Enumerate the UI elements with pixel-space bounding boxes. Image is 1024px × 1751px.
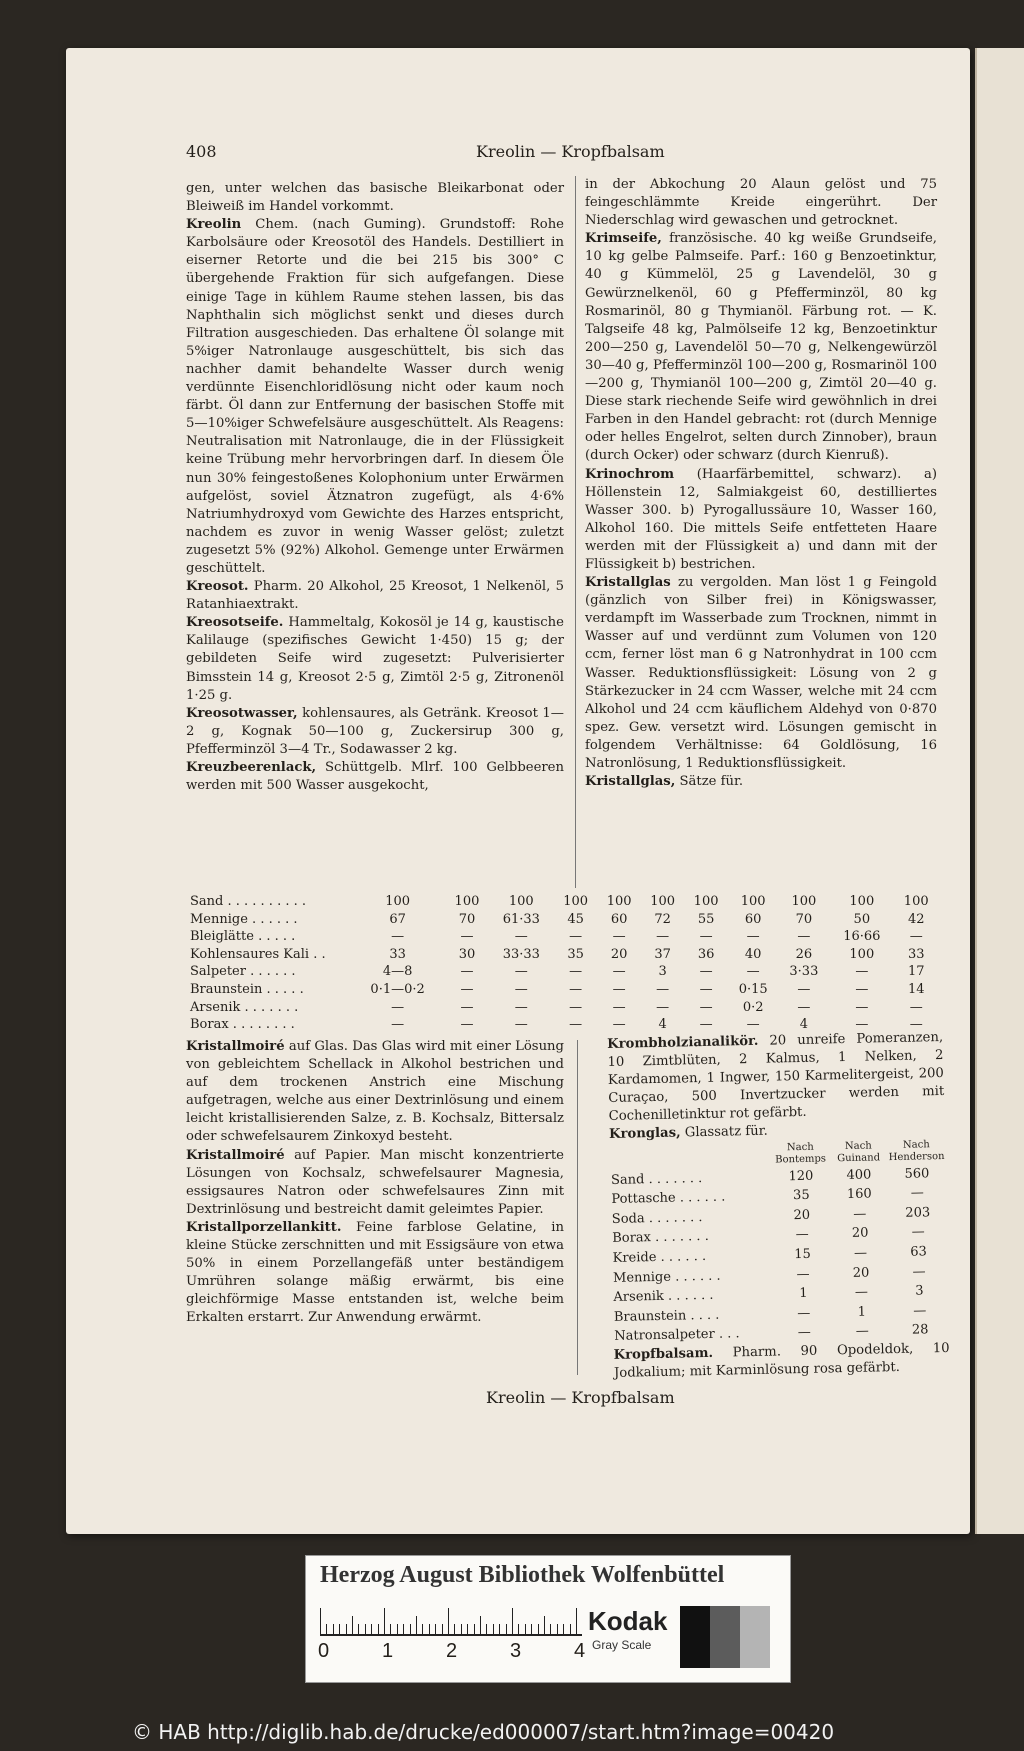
table-cell: 100 — [849, 946, 875, 962]
entry-text: Hammeltalg, Kokosöl je 14 g, kaustische Kalilauge (spezifisches Gewicht 1·450) 15 g; der gebildeten Seife wird zugesetzt: Pulverisierter Bimsstein 14 g, Kreosot 2·5 g, Zimtöl 2·5 g, Zitronenöl 1·25 g. — [186, 615, 564, 703]
entry-keyword: Kropfbalsam. — [613, 1345, 714, 1363]
table-cell: 4 — [799, 1017, 809, 1033]
entry-keyword: Kronglas, — [608, 1125, 681, 1143]
table-cell: — — [911, 1224, 925, 1241]
table-cell: — — [913, 1303, 927, 1319]
ruler-tick — [365, 1624, 366, 1634]
entry-kreosotseife — [186, 614, 564, 704]
ruler-tick — [467, 1624, 468, 1634]
ruler-tick — [454, 1624, 455, 1634]
ruler-tick — [390, 1624, 391, 1634]
lower-right-column — [607, 1029, 950, 1383]
table-cell: 16·66 — [843, 929, 881, 945]
ruler-tick — [346, 1624, 347, 1634]
table-cell: 70 — [458, 911, 476, 927]
entry-kreosot — [186, 578, 564, 614]
table-cell: 50 — [853, 911, 871, 927]
table-cell: — — [514, 964, 528, 980]
table-cell: — — [797, 981, 811, 997]
entry-keyword: Kristallglas — [585, 575, 671, 591]
ruler-tick — [352, 1616, 353, 1634]
row-label: Borax . . . . . . . — [612, 1229, 709, 1247]
table-row — [190, 963, 938, 981]
table-cell: — — [656, 999, 670, 1015]
entry-kreuzbeerenlack — [186, 759, 564, 795]
column-header: Nach Henderson — [888, 1138, 945, 1163]
table-cell: — — [699, 981, 713, 997]
table-row — [190, 946, 938, 964]
table-cell: — — [569, 981, 583, 997]
table-cell: — — [797, 1325, 811, 1341]
ruler-tick — [544, 1616, 545, 1634]
table-cell: 100 — [849, 894, 875, 909]
table-cell: — — [612, 981, 626, 997]
kronglas-table — [609, 1138, 949, 1347]
ruler-tick — [442, 1624, 443, 1634]
table-row — [190, 893, 938, 911]
row-label: Natronsalpeter . . . — [614, 1326, 740, 1345]
table-cell: 37 — [654, 946, 671, 962]
ruler-tick — [410, 1624, 411, 1634]
row-label: Arsenik . . . . . . — [613, 1287, 714, 1306]
table-cell: — — [797, 929, 811, 945]
entry-krimseife — [585, 230, 937, 465]
table-cell: 4—8 — [382, 964, 413, 980]
ruler-tick — [531, 1624, 532, 1634]
ruler-tick — [493, 1624, 494, 1634]
library-name: Herzog August Bibliothek Wolfenbüttel — [320, 1562, 725, 1588]
ruler-tick — [518, 1624, 519, 1634]
table-cell: — — [460, 929, 474, 945]
entry-text: Chem. (nach Guming). Grundstoff: Rohe Karbolsäure oder Kreosotöl des Handels. Destilliert in eiserner Retorte und die bei 215 bis 300° C übergehende Fraktion für sich aufgefangen. Diese einige Tage in kühlem Raume stehen lassen, bis das Naphthalin sich möglichst senkt und dieses durch Filtration ausgeschieden. Das erhaltene Öl solange mit 5%iger Natronlauge ausgeschüttelt, bis sich das nachher damit behandelte Wasser durch wenig verdünnte Eisenchloridlösung nicht oder kaum noch färbt. Öl dann zur Entfernung der basischen Stoffe mit 5—10%iger Schwefelsäure ausgeschüttelt. Als Reagens: Neutralisation mit Natronlauge, die in der Flüssigkeit keine Trübung mehr hervorbringen darf. In diesem Öle nun 30% feingestoßenes Kolophonium unter Erwärmen aufgelöst, soviel Ätznatron zugefügt, als 4·6% Natriumhydroxyd vom Gewichte des Harzes entspricht, nachdem es zuvor in wenig Wasser gelöst; zuletzt zugesetzt 5% (92%) Alkohol. Gemenge unter Erwärmen geschüttelt. — [186, 217, 564, 576]
row-label: Arsenik . . . . . . . — [190, 999, 299, 1015]
entry-keyword: Kristallporzellankitt. — [186, 1219, 342, 1235]
entry-keyword: Kristallmoiré — [186, 1039, 285, 1054]
ruler-tick — [576, 1608, 577, 1634]
table-cell: 100 — [454, 894, 480, 909]
ruler-tick — [403, 1624, 404, 1634]
entry-kropfbalsam — [614, 1340, 951, 1383]
table-cell: — — [909, 1017, 923, 1033]
column-rule-upper — [575, 176, 576, 888]
left-column — [186, 180, 564, 795]
table-cell: — — [855, 981, 869, 997]
table-cell: 100 — [693, 894, 719, 909]
table-cell: — — [699, 964, 713, 980]
entry-keyword: Krinochrom — [585, 466, 675, 482]
table-cell: — — [514, 981, 528, 997]
ruler-tick — [525, 1624, 526, 1634]
entry-text: 20 unreife Pomeranzen, 10 Zimtblüten, 2 Kalmus, 1 Nelken, 2 Kardamomen, 1 Ingwer, 150 Karmelitergeist, 200 Curaçao, 500 Invertzucker werden mit Cochenilletinktur rot gefärbt. — [607, 1029, 945, 1125]
entry-kreosotwasser — [186, 705, 564, 759]
table-cell: — — [656, 981, 670, 997]
row-label: Sand . . . . . . . — [610, 1170, 703, 1188]
ruler-tick — [358, 1624, 359, 1634]
entry-krinochrom — [585, 466, 937, 575]
kodak-logo: Kodak — [588, 1606, 668, 1636]
ruler-tick — [461, 1624, 462, 1634]
table-cell: 4 — [658, 1017, 667, 1033]
entry-keyword: Kreuzbeerenlack, — [186, 760, 317, 775]
ruler-tick — [570, 1624, 571, 1634]
table-cell: 20 — [851, 1225, 869, 1242]
entry-text: auf Papier. Man mischt konzentrierte Lösungen von Kochsalz, schwefelsaurer Magnesia, essigsaures Natron oder schwefelsaures Zinn mit Dextrinlösung und bestreicht damit geleimtes Papier. — [186, 1147, 564, 1217]
lower-left-column — [186, 1038, 564, 1328]
table-cell: — — [612, 999, 626, 1015]
table-row — [190, 928, 938, 946]
table-cell: 70 — [795, 911, 813, 927]
right-column — [585, 176, 937, 791]
table-cell: — — [460, 999, 474, 1015]
table-cell: 20 — [852, 1265, 870, 1281]
table-row — [190, 999, 938, 1017]
row-label: Borax . . . . . . . . — [190, 1017, 295, 1033]
ruler-tick — [563, 1624, 564, 1634]
page-number: 408 — [186, 142, 217, 161]
ruler-tick — [371, 1624, 372, 1634]
ruler-tick — [339, 1624, 340, 1634]
table-cell: 3·33 — [789, 964, 819, 980]
entry-text: Pharm. 20 Alkohol, 25 Kreosot, 1 Nelkenöl, 5 Ratanhiaextrakt. — [186, 579, 564, 613]
entry-keyword: Kreosotseife. — [186, 615, 284, 631]
table-cell: 203 — [905, 1205, 931, 1221]
ruler-tick — [480, 1616, 481, 1634]
table-cell: — — [746, 929, 760, 945]
table-cell: — — [909, 929, 923, 945]
table-cell: 33·33 — [502, 946, 540, 962]
table-cell: 36 — [697, 946, 715, 962]
entry-kreolin — [186, 216, 564, 578]
table-cell: — — [855, 1323, 869, 1340]
table-cell: 100 — [650, 894, 676, 909]
table-cell: — — [855, 999, 869, 1015]
ruler-tick — [333, 1624, 334, 1634]
ruler-number: 0 — [318, 1640, 330, 1662]
table-cell: — — [910, 1185, 925, 1201]
table-cell: — — [391, 1017, 405, 1033]
header-blank — [609, 1141, 772, 1170]
gray-swatch-light — [740, 1606, 770, 1668]
ruler-tick — [474, 1624, 475, 1634]
row-label: Soda . . . . . . . — [611, 1209, 703, 1227]
ruler-tick — [429, 1624, 430, 1634]
ruler-tick — [435, 1624, 436, 1634]
table-cell: 60 — [610, 911, 628, 927]
entry-text: Sätze für. — [679, 774, 744, 790]
table-cell: 33 — [907, 946, 925, 962]
table-cell: — — [460, 964, 474, 980]
table-cell: 28 — [911, 1322, 929, 1338]
paragraph: in der Abkochung 20 Alaun gelöst und 75 feingeschlämmte Kreide eingerührt. Der Niederschlag wird gewaschen und getrocknet. — [585, 177, 937, 229]
table-cell: 0·15 — [738, 981, 768, 997]
table-cell: 55 — [697, 911, 715, 927]
running-title: Kreolin — Kropfbalsam — [476, 142, 665, 161]
row-label: Braunstein . . . . . — [190, 981, 304, 997]
measurement-ruler — [320, 1604, 582, 1636]
table-cell: 100 — [385, 894, 411, 909]
table-cell: — — [514, 929, 528, 945]
entry-text: kohlensaures, als Getränk. Kreosot 1—2 g, Kognak 50—100 g, Zuckersirup 300 g, Pfefferminzöl 3—4 Tr., Sodawasser 2 kg. — [186, 705, 564, 757]
table-cell: — — [612, 1017, 626, 1033]
column-header: Nach Guinand — [837, 1140, 881, 1164]
column-rule-lower — [577, 1040, 578, 1375]
table-cell: 560 — [904, 1165, 930, 1182]
table-cell: 160 — [846, 1186, 872, 1203]
table-cell: 72 — [654, 911, 671, 927]
table-cell: 17 — [907, 964, 925, 980]
ruler-tick — [499, 1624, 500, 1634]
table-cell: 26 — [795, 946, 813, 962]
table-cell: — — [797, 999, 811, 1015]
table-cell: — — [460, 981, 474, 997]
table-cell: — — [795, 1227, 809, 1243]
table-cell: — — [854, 1284, 869, 1300]
table-cell: 42 — [907, 911, 925, 927]
table-cell: 30 — [458, 946, 476, 962]
table-row — [190, 981, 938, 999]
table-cell: — — [699, 1017, 713, 1033]
row-label: Pottasche . . . . . . — [611, 1189, 726, 1208]
table-cell: — — [853, 1206, 867, 1222]
row-label: Mennige . . . . . . — [612, 1268, 721, 1286]
table-cell: 3 — [915, 1283, 924, 1299]
ruler-tick — [326, 1624, 327, 1634]
gray-scale-label: Gray Scale — [592, 1638, 652, 1652]
table-cell: — — [699, 999, 713, 1015]
table-cell: — — [514, 999, 528, 1015]
entry-keyword: Kristallmoiré — [186, 1147, 285, 1163]
table-cell: — — [391, 999, 405, 1015]
entry-text: französische. 40 kg weiße Grundseife, 10 kg gelbe Palmseife. Parf.: 160 g Benzoetinktur, 40 g Kümmelöl, 25 g Lavendelöl, 30 g Gewürznelkenöl, 60 g Pfefferminzöl, 80 kg Rosmarinöl, 80 g Thymianöl. Färbung rot. — K. Talgseife 48 kg, Palmölseife 12 kg, Benzoetinktur 200—250 g, Lavendelöl 50—70 g, Nelkengewürzöl 30—40 g, Pfefferminzöl 100—200 g, Rosmarinöl 100—200 g, Thymianöl 100—200 g, Zimtöl 20—40 g. Diese stark riechende Seife wird gewöhnlich in drei Farben in den Handel gebracht: rot (durch Mennige oder helles Engelrot, selten durch Zinnober), braun (durch Ocker) oder schwarz (durch Kienruß). — [585, 231, 937, 464]
row-label: Sand . . . . . . . . . . — [190, 894, 306, 909]
table-cell: — — [853, 1245, 868, 1261]
ruler-tick — [397, 1624, 398, 1634]
table-cell: 3 — [658, 964, 667, 980]
entry-keyword: Krombholzianalikör. — [607, 1033, 759, 1052]
glass-composition-table — [190, 893, 938, 1034]
entry-kristallglas-saetze — [585, 773, 937, 791]
table-cell: 100 — [903, 894, 929, 909]
row-label: Kreide . . . . . . — [612, 1248, 707, 1266]
table-cell: 15 — [794, 1246, 812, 1263]
table-cell: — — [569, 964, 583, 980]
entry-keyword: Kreolin — [186, 217, 242, 233]
table-cell: — — [569, 1017, 583, 1033]
table-cell: — — [699, 929, 713, 945]
ruler-tick — [320, 1608, 321, 1634]
table-cell: 67 — [389, 911, 406, 927]
ruler-tick — [416, 1616, 417, 1634]
table-cell: — — [855, 964, 869, 980]
table-cell: — — [797, 1305, 811, 1321]
table-cell: — — [612, 929, 626, 945]
table-cell: 0·1—0·2 — [370, 981, 425, 997]
table-cell: 60 — [744, 911, 762, 927]
table-cell: 100 — [508, 894, 534, 909]
table-cell: 35 — [567, 946, 584, 962]
entry-kristallporzellankitt — [186, 1219, 564, 1328]
entry-text: Pharm. 90 Opodeldok, 10 Jodkalium; mit Karminlösung rosa gefärbt. — [613, 1340, 950, 1381]
table-cell: 1 — [799, 1285, 808, 1302]
table-cell: 40 — [744, 946, 762, 962]
table-cell: — — [391, 929, 405, 945]
table-cell: 400 — [846, 1167, 872, 1183]
ruler-tick — [550, 1624, 551, 1634]
ruler-tick — [538, 1624, 539, 1634]
table-cell: 100 — [563, 894, 589, 909]
entry-keyword: Kristallglas, — [585, 774, 676, 790]
row-label: Braunstein . . . . — [613, 1307, 720, 1325]
table-cell: 45 — [567, 911, 584, 927]
row-label: Mennige . . . . . . — [190, 911, 298, 927]
table-cell: 1 — [857, 1304, 867, 1320]
row-label: Kohlensaures Kali . . — [190, 946, 326, 962]
ruler-tick — [378, 1624, 379, 1634]
table-cell: 100 — [606, 894, 632, 909]
ruler-tick — [557, 1624, 558, 1634]
table-cell: 20 — [793, 1207, 811, 1223]
table-cell: — — [912, 1263, 926, 1280]
ruler-number: 1 — [382, 1640, 394, 1662]
entry-keyword: Krimseife, — [585, 231, 662, 247]
gray-swatch-black — [680, 1606, 710, 1668]
ruler-tick — [506, 1624, 507, 1634]
table-cell: — — [909, 999, 923, 1015]
table-cell: — — [855, 1017, 869, 1033]
table-cell: — — [612, 964, 626, 980]
table-cell: — — [514, 1017, 528, 1033]
table-cell: — — [656, 929, 670, 945]
table-cell: — — [460, 1017, 474, 1033]
entry-text: Schüttgelb. Mlrf. 100 Gelbbeeren werden mit 500 Wasser ausgekocht, — [186, 760, 564, 794]
row-label: Bleiglätte . . . . . — [190, 929, 296, 945]
entry-kristallmoire-glas — [186, 1038, 564, 1147]
ruler-number: 3 — [510, 1640, 522, 1662]
paragraph: gen, unter welchen das basische Bleikarbonat oder Bleiweiß im Handel vorkommt. — [186, 181, 564, 215]
copyright-credit: © HAB http://diglib.hab.de/drucke/ed000007/start.htm?image=00420 — [132, 1720, 835, 1744]
table-cell: 33 — [389, 946, 406, 962]
entry-text: auf Glas. Das Glas wird mit einer Lösung von gebleichtem Schellack in Alkohol bestrichen und auf dem trockenen Anstrich eine Mischung aufgetragen, welche aus einer Dextrinlösung und einem leicht kristallisierenden Salze, z. B. Kochsalz, Bittersalz oder schwefelsaurem Zinkoxyd besteht. — [186, 1039, 564, 1145]
entry-text: (Haarfärbemittel, schwarz). a) Höllenstein 12, Salmiakgeist 60, destilliertes Wasser 300. b) Pyrogallussäure 10, Wasser 160, Alkohol 160. Die mittels Seife entfetteten Haare werden mit der Flüssigkeit a) und dann mit der Flüssigkeit b) bestrichen. — [585, 466, 937, 572]
entry-text: Feine farblose Gelatine, in kleine Stücke zerschnitten und mit Essigsäure von etwa 50% in einem Porzellangefäß unter beständigem Umrühren solange mäßig erwärmt, bis eine gleichförmige Masse entstanden ist, welche beim Erkalten erstarrt. Zur Anwendung erwärmt. — [186, 1219, 564, 1326]
ruler-tick — [422, 1624, 423, 1634]
entry-krombholzianalikoer — [607, 1029, 945, 1126]
page-footer-title: Kreolin — Kropfbalsam — [486, 1388, 675, 1407]
library-color-card — [305, 1555, 791, 1683]
entry-kristallmoire-papier — [186, 1147, 564, 1219]
table-cell: 14 — [907, 981, 925, 997]
gray-swatch-mid — [710, 1606, 740, 1668]
table-cell: 61·33 — [502, 911, 540, 927]
ruler-tick — [512, 1608, 513, 1634]
ruler-tick — [448, 1608, 449, 1634]
ruler-number: 2 — [446, 1640, 458, 1662]
ruler-tick — [384, 1608, 385, 1634]
entry-text: zu vergolden. Man löst 1 g Feingold (gänzlich von Silber frei) in Königswasser, verdampft im Wasserbade zum Trocknen, nimmt in Wasser auf und verdünnt zum Volumen von 120 ccm, ferner löst man 6 g Natronhydrat in 100 ccm Wasser. Reduktionsflüssigkeit: Lösung von 2 g Stärkezucker in 24 ccm Wasser, welche mit 24 ccm Alkohol und 24 ccm käuflichem Aldehyd von 0·870 spez. Gew. versetzt wird. Lösungen gemischt in folgendem Verhältnisse: 64 Goldlösung, 16 Natronlösung, 1 Reduktionsflüssigkeit. — [585, 575, 937, 771]
entry-keyword: Kreosot. — [186, 579, 249, 595]
row-label: Salpeter . . . . . . — [190, 964, 296, 980]
table-cell: 100 — [740, 894, 766, 909]
table-cell: 100 — [791, 894, 817, 909]
entry-kristallglas — [585, 574, 937, 773]
facing-page-edge — [975, 48, 1024, 1534]
ruler-number: 4 — [574, 1640, 586, 1662]
entry-text: Glassatz für. — [684, 1124, 768, 1141]
ruler-tick — [486, 1624, 487, 1634]
table-cell: — — [746, 964, 760, 980]
table-cell: — — [569, 929, 583, 945]
table-cell: 63 — [910, 1244, 928, 1260]
table-cell: — — [746, 1017, 760, 1033]
table-cell: — — [796, 1266, 810, 1282]
table-cell: 0·2 — [742, 999, 764, 1015]
table-cell: 35 — [792, 1187, 810, 1204]
table-cell: — — [569, 999, 583, 1015]
table-row — [190, 911, 938, 929]
table-cell: 120 — [788, 1168, 814, 1184]
column-header: Nach Bontemps — [775, 1141, 827, 1166]
table-cell: 20 — [610, 946, 628, 962]
entry-keyword: Kreosotwasser, — [186, 705, 298, 721]
